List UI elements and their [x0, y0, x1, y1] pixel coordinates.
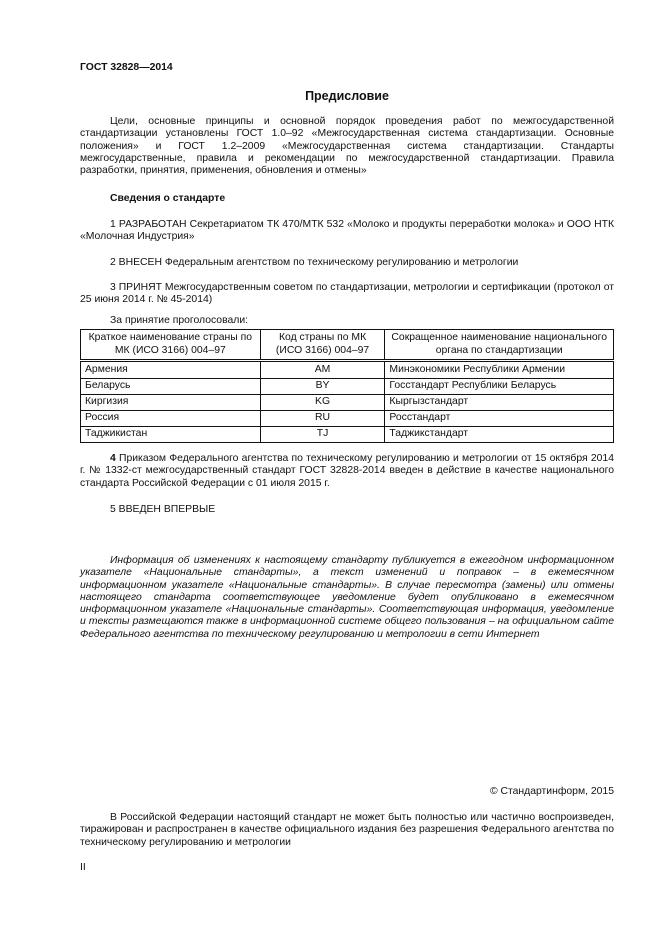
code-cell: RU	[260, 411, 385, 427]
header-code: Код страны по МК (ИСО 3166) 004–97	[260, 330, 385, 361]
section-heading: Сведения о стандарте	[110, 193, 226, 204]
item-order-number: 4	[110, 453, 116, 464]
country-cell: Таджикистан	[81, 427, 261, 443]
item-first-time: 5 ВВЕДЕН ВПЕРВЫЕ	[110, 504, 216, 515]
page-title: Предисловие	[305, 89, 389, 103]
legal-notice: В Российской Федерации настоящий стандарт не может быть полностью или частично воспроизведен, тиражирован и распространен в качестве официального издания без разрешения Федерального агентства по техническому регулированию и метрологии	[80, 812, 614, 848]
table-row	[81, 395, 614, 411]
table-row	[81, 427, 614, 443]
body-cell: Кыргызстандарт	[385, 395, 614, 411]
item-adopted: 3 ПРИНЯТ Межгосударственным советом по стандартизации, метрологии и сертификации (протокол от 25 июня 2014 г. № 45-2014)	[80, 282, 614, 306]
body-cell: Росстандарт	[385, 411, 614, 427]
table-header-row	[81, 330, 614, 361]
header-body: Сокращенное наименование национального органа по стандартизации	[385, 330, 614, 361]
table-row	[81, 379, 614, 395]
table-row	[81, 361, 614, 379]
item-order-text: Приказом Федерального агентства по техническому регулированию и метрологии от 15 октября 2014 г. № 1332-ст межгосударственный стандарт ГОСТ 32828-2014 введен в действие в качестве национального стандарта Российской Федерации с 01 июля 2015 г.	[80, 453, 614, 489]
info-notice: Информация об изменениях к настоящему стандарту публикуется в ежегодном информационном указателе «Национальные стандарты», а текст изменений и поправок – в ежемесячном информационном указателе «Национальные стандарты». В случае пересмотра (замены) или отмены настоящего стандарта соответствующее уведомление будет опубликовано в ежемесячном информационном указателе «Национальные стандарты». Соответствующая информация, уведомление и тексты размещаются также в информационной системе общего пользования – на официальном сайте Федерального агентства по техническому регулированию и метрологии в сети Интернет	[80, 555, 614, 640]
item-introduced: 2 ВНЕСЕН Федеральным агентством по техническому регулированию и метрологии	[110, 257, 519, 268]
page-number: II	[80, 862, 86, 873]
copyright-notice: © Стандартинформ, 2015	[489, 786, 614, 797]
country-cell: Киргизия	[81, 395, 261, 411]
country-cell: Беларусь	[81, 379, 261, 395]
country-cell: Россия	[81, 411, 261, 427]
code-cell: TJ	[260, 427, 385, 443]
voted-label: За принятие проголосовали:	[110, 315, 249, 326]
code-cell: BY	[260, 379, 385, 395]
table-row	[81, 411, 614, 427]
code-cell: KG	[260, 395, 385, 411]
country-cell: Армения	[81, 361, 261, 379]
body-cell: Таджикстандарт	[385, 427, 614, 443]
document-code: ГОСТ 32828—2014	[80, 62, 173, 73]
voting-states-table	[80, 329, 614, 443]
intro-paragraph: Цели, основные принципы и основной порядок проведения работ по межгосударственной стандартизации установлены ГОСТ 1.0–92 «Межгосударственная система стандартизации. Основные положения» и ГОСТ 1.2–2009 «Межгосударственная система стандартизации. Стандарты межгосударственные, правила и рекомендации по межгосударственной стандартизации. Правила разработки, принятия, применения, обновления и отмены»	[80, 116, 614, 177]
item-developed: 1 РАЗРАБОТАН Секретариатом ТК 470/МТК 532 «Молоко и продукты переработки молока» и ООО НТК «Молочная Индустрия»	[80, 219, 614, 243]
header-country: Краткое наименование страны по МК (ИСО 3166) 004–97	[81, 330, 261, 361]
body-cell: Госстандарт Республики Беларусь	[385, 379, 614, 395]
item-order	[80, 453, 614, 490]
body-cell: Минэкономики Республики Армении	[385, 361, 614, 379]
code-cell: AM	[260, 361, 385, 379]
